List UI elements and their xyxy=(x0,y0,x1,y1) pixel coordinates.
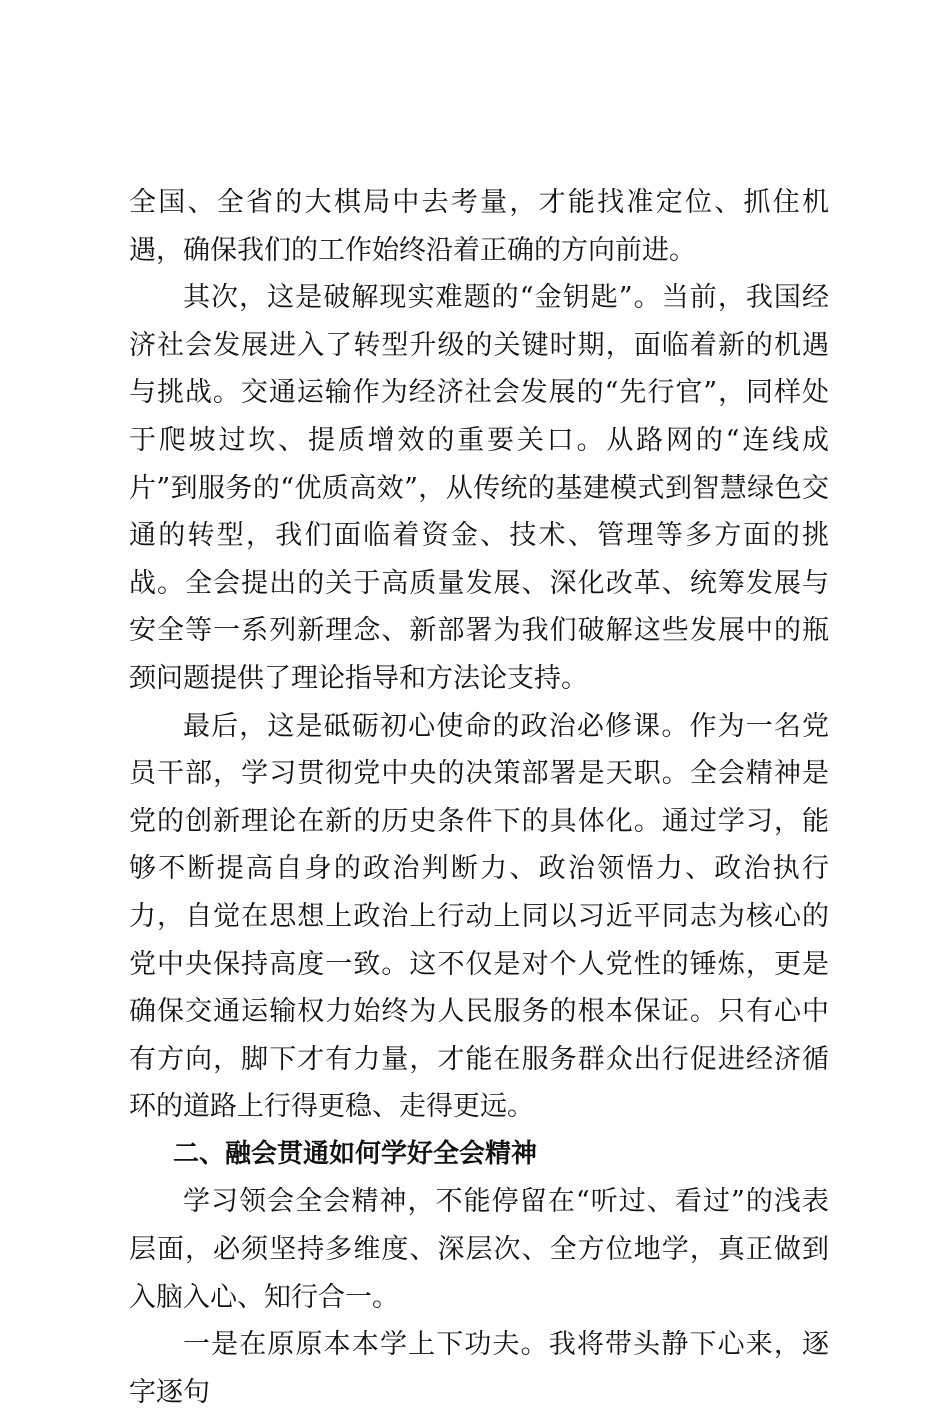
document-body xyxy=(129,179,829,1416)
body-paragraph: 一是在原原本本学上下功夫。我将带头静下心来，逐字逐句 xyxy=(129,1329,829,1408)
body-paragraph: 学习领会全会精神，不能停留在“听过、看过”的浅表层面，必须坚持多维度、深层次、全方位地学，真正做到入脑入心、知行合一。 xyxy=(129,1186,829,1313)
section-heading: 二、融会贯通如何学好全会精神 xyxy=(173,1138,538,1169)
body-paragraph: 其次，这是破解现实难题的“金钥匙”。当前，我国经济社会发展进入了转型升级的关键时期，面临着新的机遇与挑战。交通运输作为经济社会发展的“先行官”，同样处于爬坡过坎、提质增效的重要关口。从路网的“连线成片”到服务的“优质高效”，从传统的基建模式到智慧绿色交通的转型，我们面临着资金、技术、管理等多方面的挑战。全会提出的关于高质量发展、深化改革、统筹发展与安全等一系列新理念、新部署为我们破解这些发展中的瓶颈问题提供了理论指导和方法论支持。 xyxy=(129,282,829,694)
body-paragraph-continuation: 全国、全省的大棋局中去考量，才能找准定位、抓住机遇，确保我们的工作始终沿着正确的方向前进。 xyxy=(129,187,829,266)
body-paragraph: 最后，这是砥砺初心使命的政治必修课。作为一名党员干部，学习贯彻党中央的决策部署是天职。全会精神是党的创新理论在新的历史条件下的具体化。通过学习，能够不断提高自身的政治判断力、政治领悟力、政治执行力，自觉在思想上政治上行动上同以习近平同志为核心的党中央保持高度一致。这不仅是对个人党性的锤炼，更是确保交通运输权力始终为人民服务的根本保证。只有心中有方向，脚下才有力量，才能在服务群众出行促进经济循环的道路上行得更稳、走得更远。 xyxy=(129,710,829,1123)
